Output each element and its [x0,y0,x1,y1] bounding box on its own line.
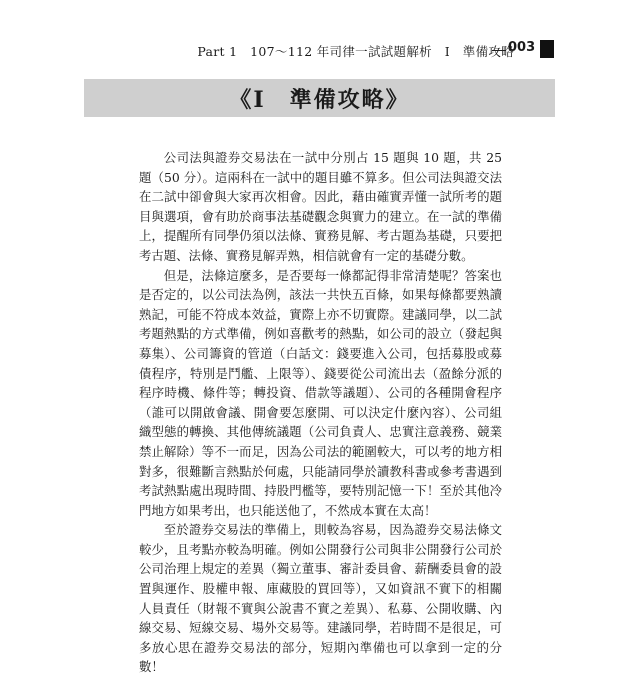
paragraph: 至於證券交易法的準備上，則較為容易，因為證券交易法條文較少，且考點亦較為明確。例如公開發行公司與非公開發行公司於公司治理上規定的差異（獨立董事、審計委員會、薪酬委員會的設置與運作、股權申報、庫藏股的買回等），又如資訊不實下的相關人員責任（財報不實與公說書不實之差異）、私募、公開收購、內線交易、短線交易、場外交易等。建議同學，若時間不是很足，可多放心思在證券交易法的部分，短期內準備也可以拿到一定的分數！ [139,522,502,675]
chapter-title: 《Ⅰ 準備攻略》 [229,87,410,113]
body-text [139,148,502,677]
paragraph: 公司法與證券交易法在一試中分別占 15 題與 10 題，共 25 題（50 分）。這兩科在一試中的題目雖不算多。但公司法與證交法在二試中卻會與大家再次相會。因此，藉由確實弄懂一試所考的題目與選項，會有助於商事法基礎觀念與實力的建立。在一試的準備上，提醒所有同學仍須以法條、實務見解、考古題為基礎，只要把考古題、法條、實務見解弄熟，相信就會有一定的基礎分數。 [139,150,502,263]
header-divider [492,50,506,51]
chapter-banner [84,79,555,117]
running-title: Part 1 107～112 年司律一試試題解析 I 準備攻略 [197,44,514,59]
running-header [0,38,640,64]
page-tab-marker [540,40,554,58]
page-number: 003 [508,40,536,55]
paragraph: 但是，法條這麼多，是否要每一條都記得非常清楚呢？答案也是否定的，以公司法為例，該法一共快五百條，如果每條都要熟讀熟記，可能不符成本效益，實際上亦不切實際。建議同學，以二試考題熱點的方式準備，例如喜歡考的熱點，如公司的設立（發起與募集）、公司籌資的管道（白話文：錢要進入公司，包括募股或募債程序，特別是鬥艦、上限等）、錢要從公司流出去（盈餘分派的程序時機、條件等；轉投資、借款等議題）、公司的各種開會程序（誰可以開啟會議、開會要怎麼開、可以決定什麼內容）、公司組織型態的轉換、其他傳統議題（公司負責人、忠實注意義務、競業禁止解除）等不一而足，因為公司法的範圍較大，可以考的地方相對多，很難斷言熱點於何處，只能請同學於讀教科書或參考書遇到考試熱點處出現時間、持股門檻等，要特別記憶一下！至於其他冷門地方如果考出，也只能送他了，不然成本實在太高！ [139,267,502,518]
